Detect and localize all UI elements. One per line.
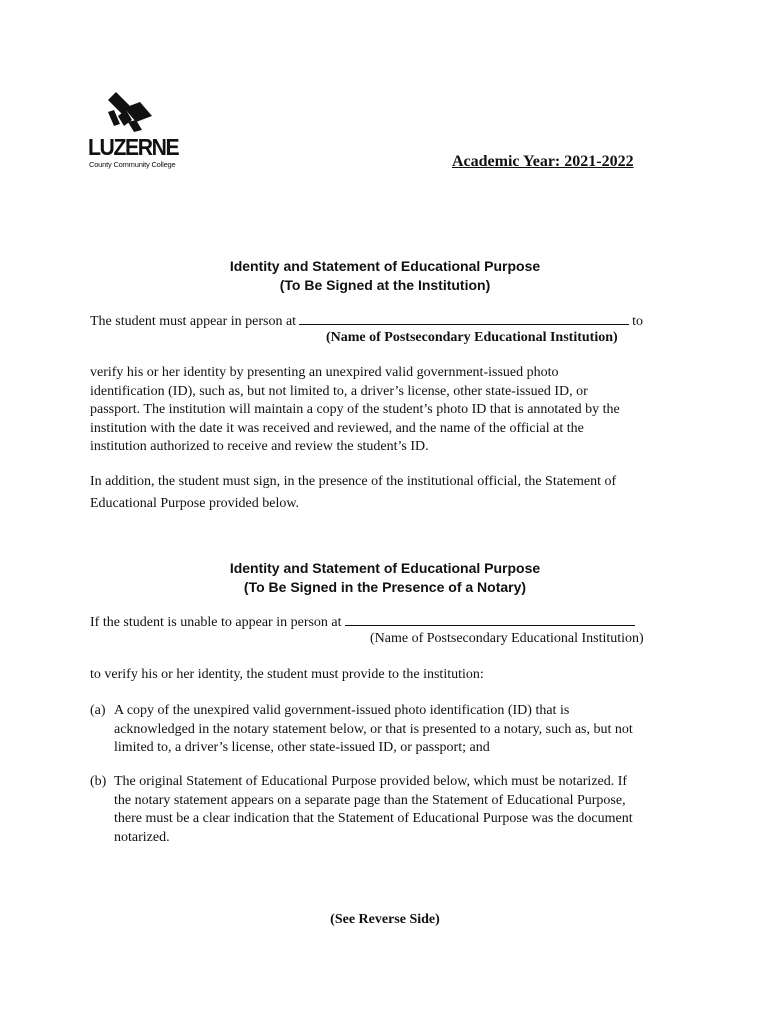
paragraph-line: passport. The institution will maintain a copy of the student’s photo ID that is annotated by the [90, 402, 620, 417]
section1-title: Identity and Statement of Educational Purpose [229, 258, 541, 274]
paragraph-line: institution with the date it was received and reviewed, and the name of the official at the [90, 420, 584, 436]
academic-year: Academic Year: 2021-2022 [452, 153, 634, 170]
list-line: notarized. [114, 829, 170, 845]
appear-text: The student must appear in person at [90, 314, 297, 329]
logo-subtitle: County Community College [89, 160, 176, 169]
paragraph-line: identification (ID), such as, but not limited to, a driver’s license, other state-issued ID, or [90, 383, 588, 399]
college-logo [88, 92, 188, 172]
paragraph-line: verify his or her identity by presenting an unexpired valid government-issued photo [90, 365, 559, 380]
section2-heading [0, 559, 770, 597]
paragraph-line: In addition, the student must sign, in the presence of the institutional official, the Statement of [90, 474, 617, 489]
institution-caption-2: (Name of Postsecondary Educational Institution) [370, 631, 644, 646]
list-marker: (a) [90, 703, 106, 718]
section2-subtitle: (To Be Signed in the Presence of a Notary) [243, 579, 527, 595]
paragraph-line: Educational Purpose provided below. [90, 496, 300, 511]
section1-subtitle: (To Be Signed at the Institution) [279, 277, 491, 293]
list-line: acknowledged in the notary statement below, or that is presented to a notary, such as, but not [114, 721, 633, 737]
list-line: the notary statement appears on a separate page than the Statement of Educational Purpose, [114, 792, 626, 808]
list-line: there must be a clear indication that the Statement of Educational Purpose was the document [114, 811, 633, 826]
logo-wordmark: LUZERNE [88, 134, 179, 160]
section1-heading [0, 257, 770, 295]
list-marker: (b) [90, 774, 107, 789]
signature-paragraph [90, 471, 680, 515]
list-line: A copy of the unexpired valid government-issued photo identification (ID) that is [114, 703, 570, 718]
institution-name-blank-2[interactable] [345, 612, 635, 626]
appear-suffix: to [632, 314, 643, 329]
institution-name-blank-1[interactable] [299, 311, 629, 325]
identity-paragraph [90, 364, 680, 457]
see-reverse-side: (See Reverse Side) [330, 912, 440, 927]
gavel-flag-logo-icon [88, 92, 158, 136]
unable-line [90, 612, 638, 632]
list-line: limited to, a driver’s license, other state-issued ID, or passport; and [114, 740, 490, 755]
list-line: The original Statement of Educational Purpose provided below, which must be notarized. If [114, 774, 628, 789]
institution-caption-1: (Name of Postsecondary Educational Institution) [326, 330, 618, 345]
paragraph-line: institution authorized to receive and review the student’s ID. [90, 439, 429, 454]
section2-title: Identity and Statement of Educational Purpose [229, 560, 541, 576]
unable-text: If the student is unable to appear in person at [90, 615, 342, 630]
appear-line [90, 311, 643, 331]
verify-text: to verify his or her identity, the student must provide to the institution: [90, 667, 484, 682]
